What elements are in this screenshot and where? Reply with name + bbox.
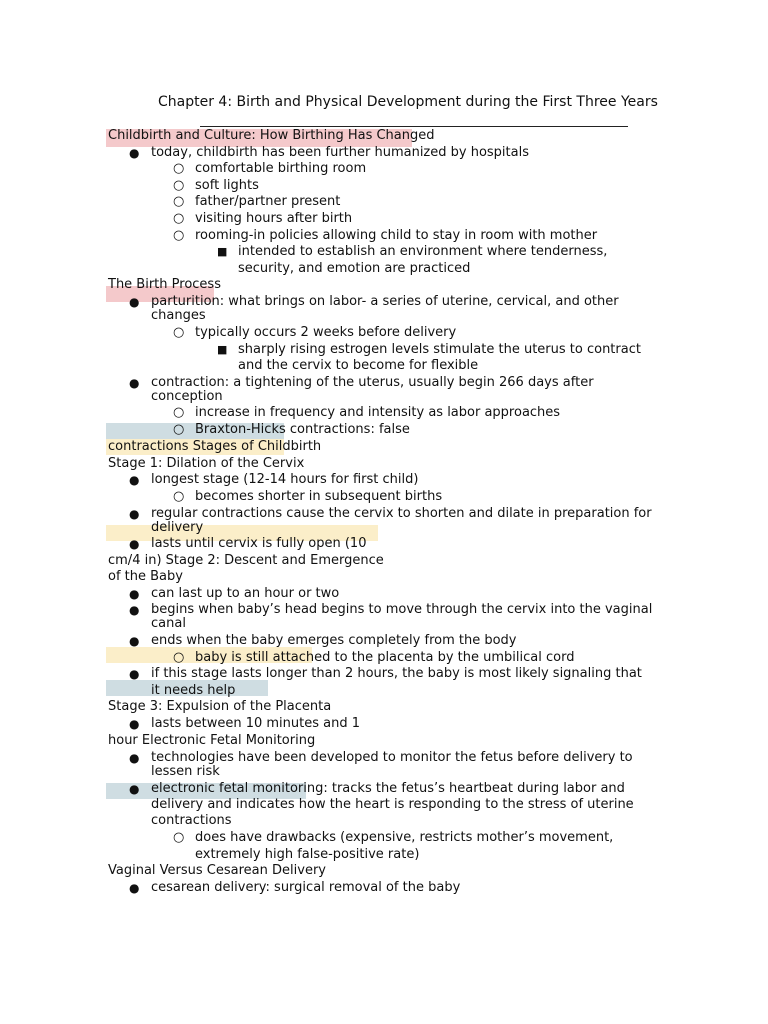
- section-heading: Stage 3: Expulsion of the Placenta: [108, 699, 332, 714]
- bullet-disc-icon: ●: [129, 537, 140, 551]
- list-item: cesarean delivery: surgical removal of the baby: [151, 880, 461, 895]
- list-item-continued: changes: [151, 308, 206, 323]
- list-item-continued: lessen risk: [151, 764, 220, 779]
- bullet-circle-icon: ○: [173, 422, 185, 437]
- list-item: becomes shorter in subsequent births: [195, 489, 443, 504]
- list-item: technologies have been developed to monitor the fetus before delivery to: [151, 750, 633, 765]
- list-item: today, childbirth has been further humanized by hospitals: [151, 145, 529, 160]
- bullet-disc-icon: ●: [129, 587, 140, 601]
- bullet-disc-icon: ●: [129, 603, 140, 617]
- list-item: does have drawbacks (expensive, restricts mother’s movement,: [195, 830, 614, 845]
- bullet-disc-icon: ●: [129, 634, 140, 648]
- list-item: longest stage (12-14 hours for first child): [151, 472, 419, 487]
- list-item-continued: canal: [151, 616, 186, 631]
- list-item: lasts until cervix is fully open (10: [151, 536, 367, 551]
- bullet-disc-icon: ●: [129, 881, 140, 895]
- bullet-circle-icon: ○: [173, 178, 185, 193]
- list-item: father/partner present: [195, 194, 341, 209]
- bullet-circle-icon: ○: [173, 194, 185, 209]
- list-item-continued: contractions: [151, 813, 232, 828]
- list-item: visiting hours after birth: [195, 211, 353, 226]
- list-item-continued: conception: [151, 389, 223, 404]
- list-item: typically occurs 2 weeks before delivery: [195, 325, 457, 340]
- page-title: Chapter 4: Birth and Physical Development during the First Three Years: [158, 94, 658, 110]
- list-item: parturition: what brings on labor- a series of uterine, cervical, and other: [151, 294, 619, 309]
- title-underline: [200, 126, 628, 127]
- list-item: rooming-in policies allowing child to stay in room with mother: [195, 228, 598, 243]
- bullet-disc-icon: ●: [129, 751, 140, 765]
- bullet-circle-icon: ○: [173, 405, 185, 420]
- bullet-disc-icon: ●: [129, 473, 140, 487]
- bullet-disc-icon: ●: [129, 146, 140, 160]
- bullet-disc-icon: ●: [129, 782, 140, 796]
- list-item: regular contractions cause the cervix to shorten and dilate in preparation for: [151, 506, 652, 521]
- text-line: hour Electronic Fetal Monitoring: [108, 733, 316, 748]
- bullet-square-icon: ■: [217, 343, 228, 356]
- list-item-continued: it needs help: [151, 683, 236, 698]
- list-item: Braxton-Hicks contractions: false: [195, 422, 410, 437]
- list-item-continued: extremely high false-positive rate): [195, 847, 420, 862]
- list-item-continued: delivery: [151, 520, 204, 535]
- section-heading: The Birth Process: [108, 277, 221, 292]
- bullet-disc-icon: ●: [129, 507, 140, 521]
- bullet-disc-icon: ●: [129, 376, 140, 390]
- bullet-circle-icon: ○: [173, 650, 185, 665]
- text-line: contractions Stages of Childbirth: [108, 439, 322, 454]
- text-line: of the Baby: [108, 569, 183, 584]
- bullet-circle-icon: ○: [173, 325, 185, 340]
- section-heading: Vaginal Versus Cesarean Delivery: [108, 863, 326, 878]
- list-item: comfortable birthing room: [195, 161, 367, 176]
- list-item: electronic fetal monitoring: tracks the fetus’s heartbeat during labor and: [151, 781, 625, 796]
- list-item: baby is still attached to the placenta by the umbilical cord: [195, 650, 575, 665]
- bullet-disc-icon: ●: [129, 295, 140, 309]
- list-item: intended to establish an environment where tenderness,: [238, 244, 608, 259]
- list-item: increase in frequency and intensity as labor approaches: [195, 405, 561, 420]
- list-item: soft lights: [195, 178, 259, 193]
- list-item-continued: delivery and indicates how the heart is responding to the stress of uterine: [151, 797, 634, 812]
- list-item-continued: security, and emotion are practiced: [238, 261, 471, 276]
- bullet-disc-icon: ●: [129, 667, 140, 681]
- bullet-circle-icon: ○: [173, 211, 185, 226]
- bullet-circle-icon: ○: [173, 830, 185, 845]
- list-item: lasts between 10 minutes and 1: [151, 716, 360, 731]
- bullet-circle-icon: ○: [173, 489, 185, 504]
- list-item: contraction: a tightening of the uterus, usually begin 266 days after: [151, 375, 594, 390]
- bullet-disc-icon: ●: [129, 717, 140, 731]
- bullet-circle-icon: ○: [173, 161, 185, 176]
- bullet-square-icon: ■: [217, 245, 228, 258]
- section-heading: Stage 1: Dilation of the Cervix: [108, 456, 305, 471]
- list-item: can last up to an hour or two: [151, 586, 340, 601]
- section-heading: Childbirth and Culture: How Birthing Has Changed: [108, 128, 435, 143]
- list-item: if this stage lasts longer than 2 hours, the baby is most likely signaling that: [151, 666, 642, 681]
- list-item: sharply rising estrogen levels stimulate the uterus to contract: [238, 342, 641, 357]
- list-item: begins when baby’s head begins to move through the cervix into the vaginal: [151, 602, 653, 617]
- bullet-circle-icon: ○: [173, 228, 185, 243]
- text-line: cm/4 in) Stage 2: Descent and Emergence: [108, 553, 384, 568]
- list-item: ends when the baby emerges completely from the body: [151, 633, 517, 648]
- list-item-continued: and the cervix to become for flexible: [238, 358, 479, 373]
